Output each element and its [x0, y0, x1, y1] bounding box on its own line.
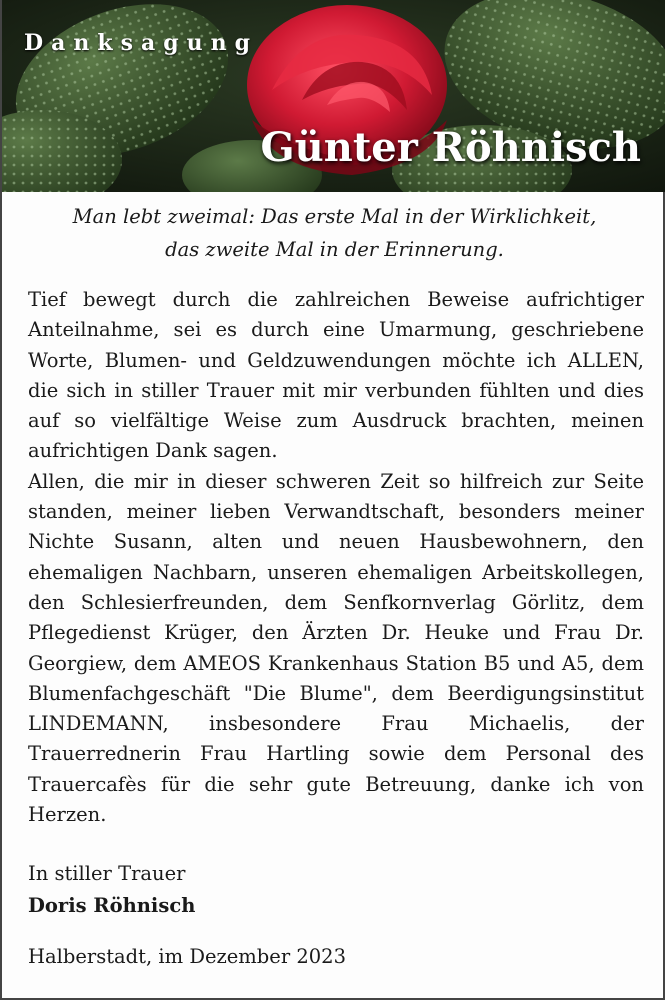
motto-line-2: das zweite Mal in der Erinnerung.: [165, 238, 504, 261]
motto-quote: [2, 200, 665, 266]
signature-label: In stiller Trauer: [28, 862, 186, 885]
thanks-paragraph-1: Tief bewegt durch die zahlreichen Beweise aufrichtiger Anteilnahme, sei es durch eine Umarmung, geschriebene Worte, Blumen- und Geldzuwendungen möchte ich ALLEN, die sich in stiller Trauer mit mir verbunden fühlten und dies auf so vielfältige Weise zum Ausdruck brachten, meinen aufrichtigen Dank sagen.: [28, 288, 644, 463]
deceased-name: Günter Röhnisch: [260, 124, 641, 171]
thanks-paragraph-2: Allen, die mir in dieser schweren Zeit so hilfreich zur Seite standen, meiner lieben Verwandtschaft, besonders meiner Nichte Susann, alten und neuen Hausbewohnern, den ehemaligen Nachbarn, unseren ehemaligen Arbeitskollegen, den Schlesierfreunden, dem Senfkornverlag Görlitz, dem Pflegedienst Krüger, den Ärzten Dr. Heuke und Frau Dr. Georgiew, dem AMEOS Krankenhaus Station B5 und A5, dem Blumenfachgeschäft "Die Blume", dem Beerdigungsinstitut LINDEMANN, insbesondere Frau Michaelis, der Trauerrednerin Frau Hartling sowie dem Personal des Trauercafès für die sehr gute Betreuung, danke ich von Herzen.: [28, 469, 644, 827]
signature-name: Doris Röhnisch: [28, 894, 196, 917]
thanks-text: [28, 285, 644, 830]
header-image: [2, 0, 665, 192]
motto-line-1: Man lebt zweimal: Das erste Mal in der Wirklichkeit,: [72, 205, 597, 228]
place-date: Halberstadt, im Dezember 2023: [28, 945, 346, 968]
kicker-title: Danksagung: [24, 30, 258, 56]
